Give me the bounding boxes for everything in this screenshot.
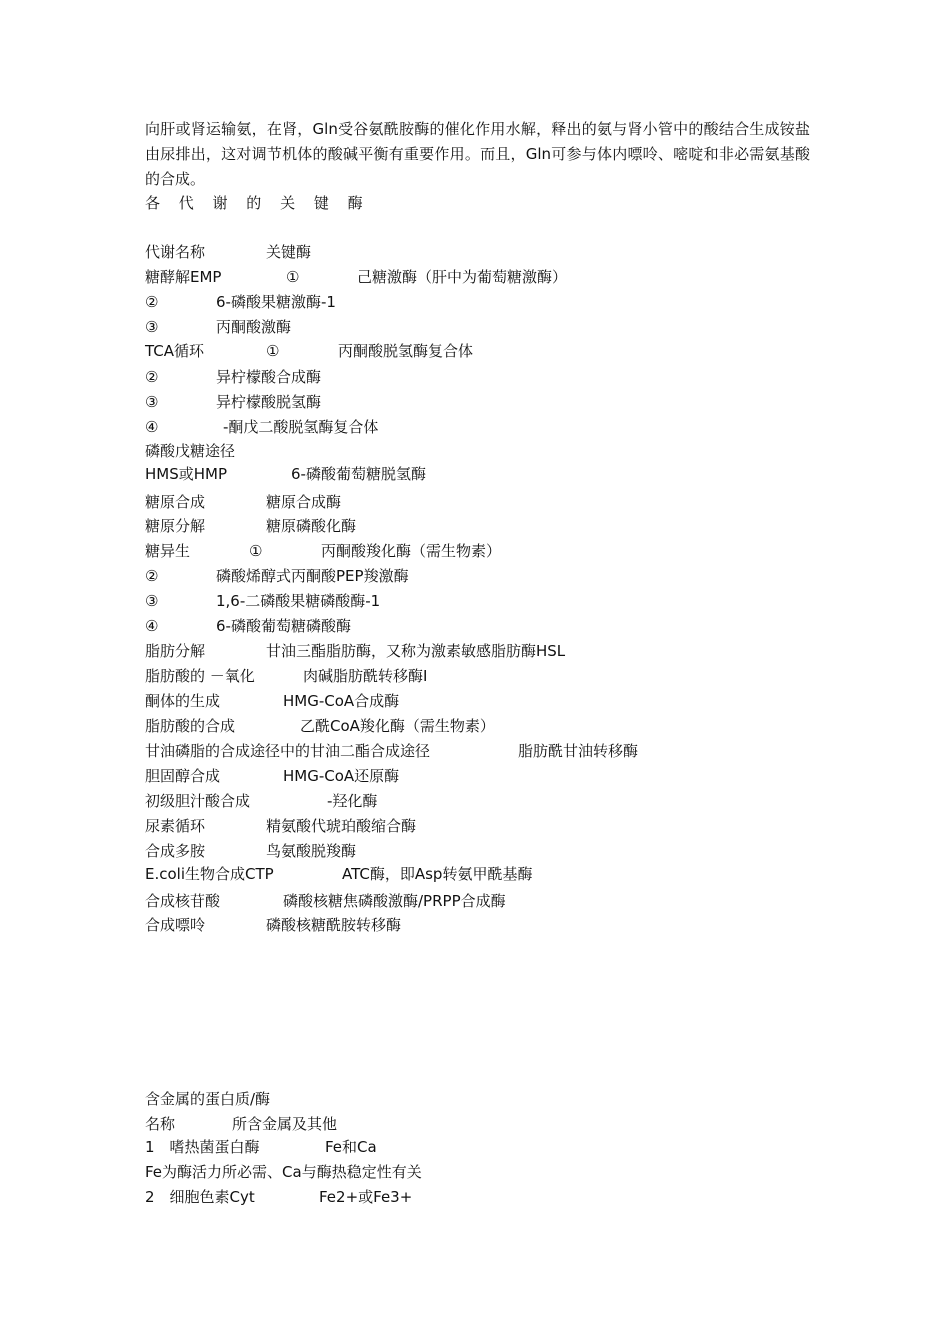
row-pathway: 酮体的生成 bbox=[145, 692, 221, 710]
section-title-metal-proteins: 含金属的蛋白质/酶 bbox=[145, 1090, 271, 1108]
row-enzyme: 甘油三酯脂肪酶，又称为激素敏感脂肪酶HSL bbox=[266, 642, 566, 660]
row-index: ① bbox=[249, 542, 263, 560]
row-index: ① bbox=[266, 342, 280, 360]
row-metal: Fe2+或Fe3+ bbox=[319, 1188, 413, 1206]
row-enzyme: -羟化酶 bbox=[327, 792, 378, 810]
row-pathway: 糖异生 bbox=[145, 542, 191, 560]
row-pathway: 胆固醇合成 bbox=[145, 767, 221, 785]
table2-header-name: 名称 bbox=[145, 1115, 176, 1133]
row-enzyme: HMG-CoA合成酶 bbox=[283, 692, 400, 710]
row-pathway: 脂肪酸的合成 bbox=[145, 717, 236, 735]
row-pathway: TCA循环 bbox=[145, 342, 205, 360]
row-enzyme: 6-磷酸果糖激酶-1 bbox=[216, 293, 336, 311]
row-pathway: 初级胆汁酸合成 bbox=[145, 792, 251, 810]
row-enzyme: 异柠檬酸合成酶 bbox=[216, 368, 322, 386]
row-pathway: 合成多胺 bbox=[145, 842, 206, 860]
row-pathway: ③ bbox=[145, 393, 159, 411]
row-pathway: 甘油磷脂的合成途径中的甘油二酯合成途径 bbox=[145, 742, 431, 760]
row-enzyme: 异柠檬酸脱氢酶 bbox=[216, 393, 322, 411]
row-pathway: ② bbox=[145, 368, 159, 386]
row-pathway: ③ bbox=[145, 592, 159, 610]
row-enzyme: 肉碱脂肪酰转移酶Ⅰ bbox=[303, 667, 428, 685]
row-enzyme: ATC酶，即Asp转氨甲酰基酶 bbox=[342, 865, 533, 883]
row-enzyme: 糖原合成酶 bbox=[266, 493, 342, 511]
row-enzyme: 精氨酸代琥珀酸缩合酶 bbox=[266, 817, 417, 835]
row-enzyme: 丙酮酸激酶 bbox=[216, 318, 292, 336]
table2-header-metal: 所含金属及其他 bbox=[232, 1115, 338, 1133]
table1-header-name: 代谢名称 bbox=[145, 243, 206, 261]
row-pathway: E.coli生物合成CTP bbox=[145, 865, 274, 883]
row-enzyme: 丙酮酸羧化酶（需生物素） bbox=[321, 542, 502, 560]
row-enzyme: 磷酸核糖焦磷酸激酶/PRPP合成酶 bbox=[283, 892, 506, 910]
row-pathway: 合成嘌呤 bbox=[145, 916, 206, 934]
row-pathway: ② bbox=[145, 293, 159, 311]
row-enzyme: 糖原磷酸化酶 bbox=[266, 517, 357, 535]
row-pathway: 脂肪分解 bbox=[145, 642, 206, 660]
row-enzyme: 磷酸核糖酰胺转移酶 bbox=[266, 916, 402, 934]
row-enzyme: -酮戊二酸脱氢酶复合体 bbox=[223, 418, 379, 436]
row-pathway: ④ bbox=[145, 617, 159, 635]
row-enzyme: 鸟氨酸脱羧酶 bbox=[266, 842, 357, 860]
row-protein: 2 细胞色素Cyt bbox=[145, 1188, 255, 1206]
table1-header-enzyme: 关键酶 bbox=[266, 243, 312, 261]
row-protein: 1 嗜热菌蛋白酶 bbox=[145, 1138, 260, 1156]
row-enzyme: 脂肪酰甘油转移酶 bbox=[518, 742, 639, 760]
row-enzyme: 1,6-二磷酸果糖磷酸酶-1 bbox=[216, 592, 381, 610]
row-pathway: 脂肪酸的 －氧化 bbox=[145, 667, 255, 685]
row-pathway: 糖原合成 bbox=[145, 493, 206, 511]
row-enzyme: 丙酮酸脱氢酶复合体 bbox=[338, 342, 474, 360]
row-index: ① bbox=[286, 268, 300, 286]
row-metal: Fe和Ca bbox=[325, 1138, 377, 1156]
row-pathway: 磷酸戊糖途径 bbox=[145, 442, 236, 460]
row-pathway: HMS或HMP bbox=[145, 465, 228, 483]
row-note: Fe为酶活力所必需、Ca与酶热稳定性有关 bbox=[145, 1163, 422, 1181]
row-enzyme: 6-磷酸葡萄糖脱氢酶 bbox=[291, 465, 426, 483]
row-pathway: 尿素循环 bbox=[145, 817, 206, 835]
row-enzyme: 乙酰CoA羧化酶（需生物素） bbox=[300, 717, 495, 735]
row-pathway: ③ bbox=[145, 318, 159, 336]
row-pathway: 糖酵解EMP bbox=[145, 268, 222, 286]
intro-paragraph: 向肝或肾运输氨，在肾，Gln受谷氨酰胺酶的催化作用水解，释出的氨与肾小管中的酸结合生成铵盐由尿排出，这对调节机体的酸碱平衡有重要作用。而且，Gln可参与体内嘌呤、嘧啶和非必需氨基酸的合成。 bbox=[145, 120, 810, 188]
row-pathway: ② bbox=[145, 567, 159, 585]
section-title-key-enzymes: 各 代 谢 的 关 键 酶 bbox=[145, 194, 370, 212]
row-pathway: ④ bbox=[145, 418, 159, 436]
row-enzyme: 己糖激酶（肝中为葡萄糖激酶） bbox=[357, 268, 568, 286]
row-enzyme: HMG-CoA还原酶 bbox=[283, 767, 400, 785]
row-pathway: 合成核苷酸 bbox=[145, 892, 221, 910]
row-enzyme: 6-磷酸葡萄糖磷酸酶 bbox=[216, 617, 351, 635]
row-enzyme: 磷酸烯醇式丙酮酸PEP羧激酶 bbox=[216, 567, 409, 585]
row-pathway: 糖原分解 bbox=[145, 517, 206, 535]
